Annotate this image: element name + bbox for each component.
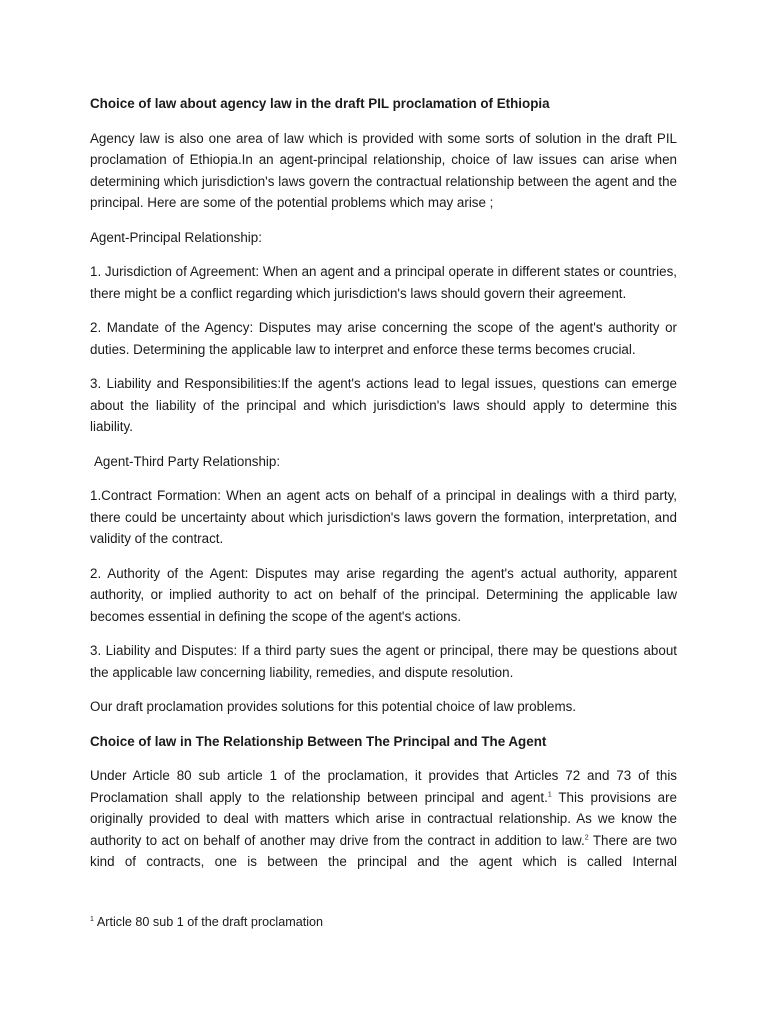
article-80-paragraph [90, 765, 677, 873]
list-item: 3. Liability and Responsibilities:If the agent's actions lead to legal issues, questions can emerge about the liability of the principal and which jurisdiction's laws should apply to determine this liability. [90, 376, 677, 434]
document-title: Choice of law about agency law in the draft PIL proclamation of Ethiopia [90, 96, 550, 111]
document-body [90, 93, 677, 886]
list-item: 2. Authority of the Agent: Disputes may arise regarding the agent's actual authority, apparent authority, or implied authority to act on behalf of the principal. Determining the applicable law becomes essential in defining the scope of the agent's actions. [90, 565, 677, 624]
list-item: 1. Jurisdiction of Agreement: When an agent and a principal operate in different states or countries, there might be a conflict regarding which jurisdiction's laws should govern their agreement. [90, 264, 677, 301]
paragraph-text: This provisions are originally provided to deal with matters which arise in contractual relationship. As we know the authority to act on behalf of another may drive from the contract in addition to law. [90, 789, 678, 848]
footnote-mark: 1 [90, 915, 94, 923]
paragraph-text: There are two kind of contracts, one is between the principal and the agent which is called Internal [90, 832, 678, 869]
list-item: 2. Mandate of the Agency: Disputes may arise concerning the scope of the agent's authority or duties. Determining the applicable law to interpret and enforce these terms becomes crucial. [90, 320, 677, 357]
conclusion-paragraph: Our draft proclamation provides solutions for this potential choice of law problems. [90, 699, 577, 714]
section-heading-agent-principal: Agent-Principal Relationship: [90, 229, 262, 245]
paragraph-text: Under Article 80 sub article 1 of the proclamation, it provides that Articles 72 and 73 of this Proclamation shall apply to the relationship between principal and agent. [90, 768, 677, 805]
section-heading-principal-agent: Choice of law in The Relationship Between The Principal and The Agent [90, 733, 547, 749]
list-item: 1.Contract Formation: When an agent acts on behalf of a principal in dealings with a third party, there could be uncertainty about which jurisdiction's laws govern the formation, interpretation, and validity of the contract. [90, 488, 677, 546]
section-heading-agent-third-party: Agent-Third Party Relationship: [94, 453, 281, 469]
footnote-reference: 1 [547, 791, 552, 799]
list-item: 3. Liability and Disputes: If a third party sues the agent or principal, there may be questions about the applicable law concerning liability, remedies, and dispute resolution. [90, 643, 677, 680]
footnote [90, 913, 677, 931]
footnote-text: Article 80 sub 1 of the draft proclamation [96, 915, 324, 929]
intro-paragraph: Agency law is also one area of law which is provided with some sorts of solution in the draft PIL proclamation of Ethiopia.In an agent-principal relationship, choice of law issues can arise when determining which jurisdiction's laws govern the contractual relationship between the agent and the principal. Here are some of the potential problems which may arise ; [90, 130, 677, 210]
footnote-reference: 2 [584, 834, 589, 842]
